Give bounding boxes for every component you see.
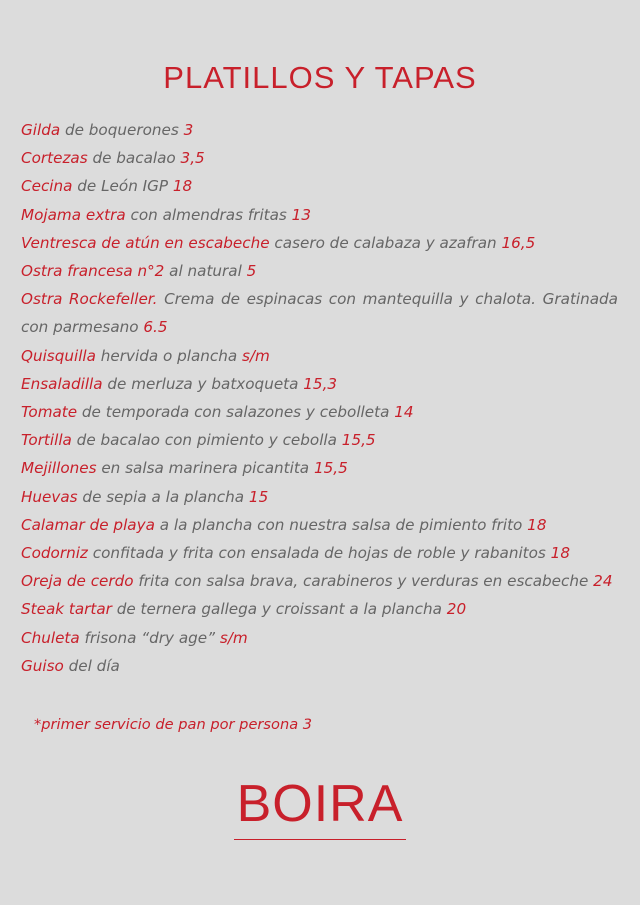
item-description: de sepia a la plancha bbox=[77, 487, 249, 506]
item-name: Tortilla bbox=[21, 431, 72, 450]
item-price: 14 bbox=[394, 403, 414, 422]
menu-item bbox=[21, 285, 618, 341]
item-name: Ensaladilla bbox=[21, 374, 103, 393]
item-name: Steak tartar bbox=[21, 600, 112, 619]
menu-item bbox=[21, 511, 618, 539]
item-name: Mejillones bbox=[21, 459, 97, 478]
item-price: 15,3 bbox=[303, 374, 338, 393]
item-description: de temporada con salazones y cebolleta bbox=[77, 403, 395, 422]
menu-item bbox=[21, 652, 618, 680]
item-description: del día bbox=[63, 656, 120, 675]
item-name: Huevas bbox=[21, 487, 78, 506]
item-description: casero de calabaza y azafran bbox=[269, 233, 502, 252]
logo-underline bbox=[234, 839, 406, 840]
item-name: Ostra Rockefeller. bbox=[21, 290, 158, 309]
item-price: 5 bbox=[246, 262, 257, 281]
item-name: Tomate bbox=[21, 403, 78, 422]
menu-item bbox=[21, 144, 618, 172]
item-name: Gilda bbox=[21, 121, 61, 139]
item-price: 3,5 bbox=[180, 149, 205, 168]
restaurant-logo: BOIRA bbox=[236, 775, 404, 833]
menu-item bbox=[21, 539, 618, 567]
item-price: 15 bbox=[248, 487, 269, 506]
item-name: Cortezas bbox=[21, 149, 88, 168]
item-description: frita con salsa brava, carabineros y verduras en escabeche bbox=[133, 572, 594, 591]
menu-list bbox=[21, 116, 618, 680]
item-price: 15,5 bbox=[341, 431, 376, 450]
item-price: s/m bbox=[219, 628, 248, 647]
item-price: 18 bbox=[550, 544, 570, 563]
item-description: de bacalao bbox=[87, 149, 181, 168]
item-description: confitada y frita con ensalada de hojas de roble y rabanitos bbox=[87, 544, 551, 563]
item-name: Quisquilla bbox=[21, 346, 96, 365]
item-name: Ventresca de atún en escabeche bbox=[21, 233, 270, 252]
item-name: Codorniz bbox=[21, 544, 88, 563]
menu-item bbox=[21, 426, 618, 454]
item-price: 16,5 bbox=[501, 233, 536, 252]
item-name: Guiso bbox=[21, 656, 64, 675]
menu-item bbox=[21, 229, 618, 257]
item-price: 13 bbox=[291, 205, 311, 224]
menu-item bbox=[21, 398, 618, 426]
item-description: frisona “dry age” bbox=[79, 628, 220, 647]
item-price: 3 bbox=[183, 121, 194, 139]
item-price: 20 bbox=[446, 600, 467, 619]
menu-item bbox=[21, 172, 618, 200]
item-description: de León IGP bbox=[72, 177, 173, 196]
item-name: Mojama extra bbox=[21, 205, 126, 224]
menu-item bbox=[21, 624, 618, 652]
menu-item bbox=[21, 370, 618, 398]
item-price: 18 bbox=[527, 515, 547, 534]
item-price: 24 bbox=[593, 572, 613, 591]
menu-item bbox=[21, 454, 618, 482]
item-description: a la plancha con nuestra salsa de pimiento frito bbox=[154, 515, 528, 534]
item-name: Cecina bbox=[21, 177, 73, 196]
item-description: Crema de espinacas con mantequilla y chalota. Gratinada con parmesano bbox=[21, 290, 618, 337]
item-description: en salsa marinera picantita bbox=[96, 459, 314, 478]
menu-item bbox=[21, 483, 618, 511]
item-description: hervida o plancha bbox=[95, 346, 242, 365]
item-name: Calamar de playa bbox=[21, 515, 155, 534]
menu-item bbox=[21, 567, 618, 595]
item-name: Chuleta bbox=[21, 628, 80, 647]
menu-item bbox=[21, 201, 618, 229]
item-description: de merluza y batxoqueta bbox=[102, 374, 304, 393]
bread-service-note: *primer servicio de pan por persona 3 bbox=[34, 716, 313, 733]
item-description: de bacalao con pimiento y cebolla bbox=[71, 431, 342, 450]
menu-item bbox=[21, 257, 618, 285]
item-price: 15,5 bbox=[313, 459, 348, 478]
item-name: Ostra francesa n°2 bbox=[21, 262, 165, 281]
item-description: al natural bbox=[164, 262, 247, 281]
menu-item bbox=[21, 595, 618, 623]
item-description: de boquerones bbox=[60, 121, 184, 139]
item-price: 18 bbox=[172, 177, 193, 196]
item-description: de ternera gallega y croissant a la plancha bbox=[111, 600, 447, 619]
menu-item bbox=[21, 342, 618, 370]
item-description: con almendras fritas bbox=[125, 205, 292, 224]
item-price: s/m bbox=[242, 346, 270, 365]
item-name: Oreja de cerdo bbox=[21, 572, 134, 591]
item-price: 6.5 bbox=[143, 318, 168, 337]
menu-item bbox=[21, 116, 618, 144]
menu-title: PLATILLOS Y TAPAS bbox=[163, 60, 477, 95]
